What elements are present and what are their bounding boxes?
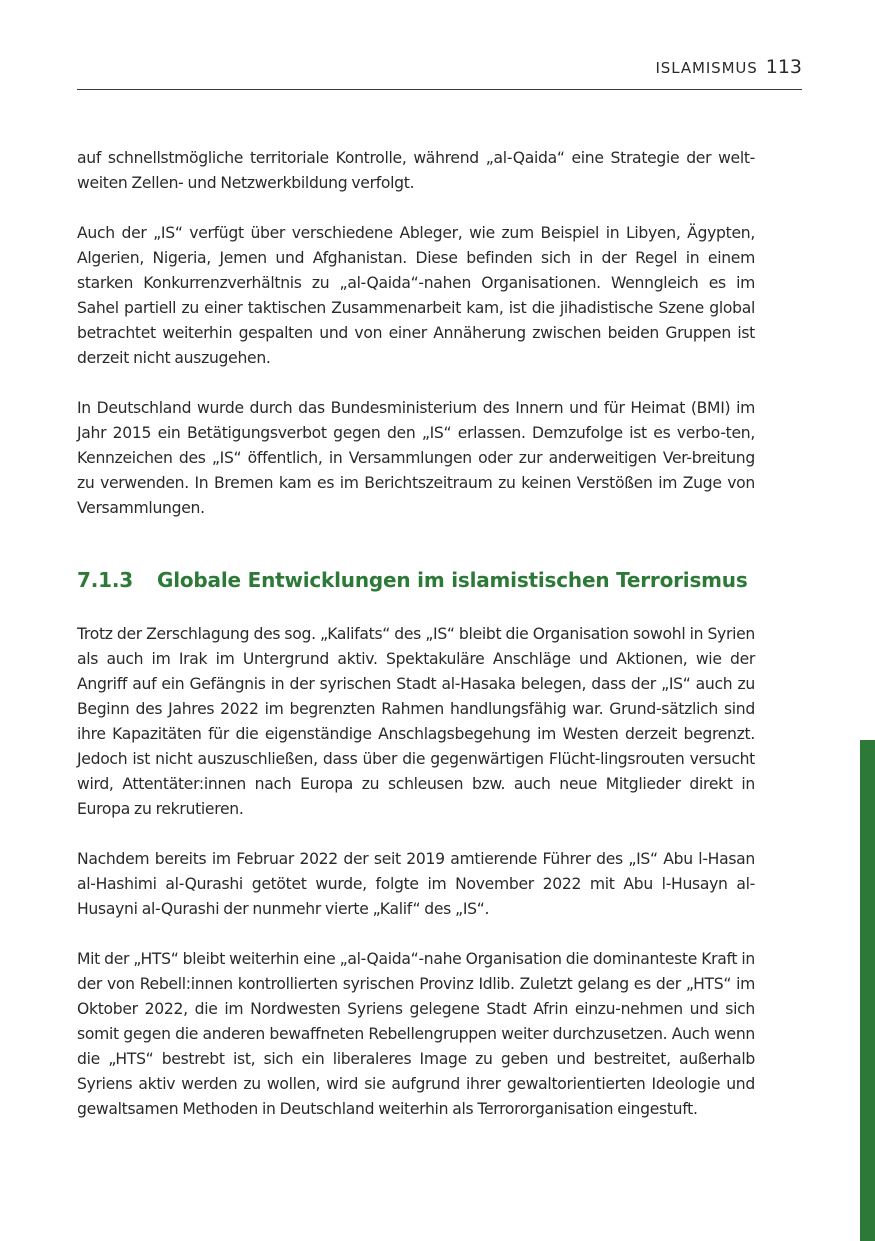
section-heading — [77, 566, 755, 594]
paragraph: Mit der „HTS“ bleibt weiterhin eine „al-Qaida“-nahe Organisation die dominanteste Kraft in der von Rebell:innen kontrollierten syrischen Provinz Idlib. Zuletzt gelang es der „HTS“ im Oktober 2022, die im Nordwesten Syriens gelegene Stadt Afrin einzu-nehmen und sich somit gegen die anderen bewaffneten Rebellengruppen weiter durchzusetzen. Auch wenn die „HTS“ bestrebt ist, sich ein liberaleres Image zu geben und bestreitet, außerhalb Syriens aktiv werden zu wollen, wird sie aufgrund ihrer gewaltorientierten Ideologie und gewaltsamen Methoden in Deutschland weiterhin als Terrororganisation eingestuft. — [77, 950, 755, 1118]
running-header — [77, 56, 802, 90]
paragraph: Nachdem bereits im Februar 2022 der seit 2019 amtierende Führer des „IS“ Abu l-Hasan al-Hashimi al-Qurashi getötet wurde, folgte im November 2022 mit Abu l-Husayn al-Husayni al-Qurashi der nunmehr vierte „Kalif“ des „IS“. — [77, 850, 755, 918]
paragraph: Auch der „IS“ verfügt über verschiedene Ableger, wie zum Beispiel in Libyen, Ägypten, Algerien, Nigeria, Jemen und Afghanistan. Diese befinden sich in der Regel in einem starken Konkurrenzverhältnis zu „al-Qaida“-nahen Organisationen. Wenngleich es im Sahel partiell zu einer taktischen Zusammenarbeit kam, ist die jihadistische Szene global betrachtet weiterhin gespalten und von einer Annäherung zwischen beiden Gruppen ist derzeit nicht auszugehen. — [77, 224, 755, 367]
paragraph: Trotz der Zerschlagung des sog. „Kalifats“ des „IS“ bleibt die Organisation sowohl in Syrien als auch im Irak im Untergrund aktiv. Spektakuläre Anschläge und Aktionen, wie der Angriff auf ein Gefängnis in der syrischen Stadt al-Hasaka belegen, dass der „IS“ auch zu Beginn des Jahres 2022 im begrenzten Rahmen handlungsfähig war. Grund-sätzlich sind ihre Kapazitäten für die eigenständige Anschlagsbegehung im Westen derzeit begrenzt. Jedoch ist nicht auszuschließen, dass über die gegenwärtigen Flücht-lingsrouten versucht wird, Attentäter:innen nach Europa zu schleusen bzw. auch neue Mitglieder direkt in Europa zu rekrutieren. — [77, 625, 755, 818]
paragraph: auf schnellstmögliche territoriale Kontrolle, während „al-Qaida“ eine Strategie der welt-weiten Zellen- und Netzwerkbildung verfolgt. — [77, 149, 755, 192]
section-title: Globale Entwicklungen im islamistischen Terrorismus — [157, 568, 748, 592]
page-number: 113 — [765, 56, 802, 78]
header-section-name: ISLAMISMUS — [655, 59, 758, 77]
chapter-edge-marker — [860, 740, 875, 1241]
section-number: 7.1.3 — [77, 568, 133, 592]
page-body — [77, 146, 755, 1122]
paragraph: In Deutschland wurde durch das Bundesministerium des Innern und für Heimat (BMI) im Jahr 2015 ein Betätigungsverbot gegen den „IS“ erlassen. Demzufolge ist es verbo-ten, Kennzeichen des „IS“ öffentlich, in Versammlungen oder zur anderweitigen Ver-breitung zu verwenden. In Bremen kam es im Berichtszeitraum zu keinen Verstößen im Zuge von Versammlungen. — [77, 399, 755, 517]
header-label — [655, 56, 802, 78]
